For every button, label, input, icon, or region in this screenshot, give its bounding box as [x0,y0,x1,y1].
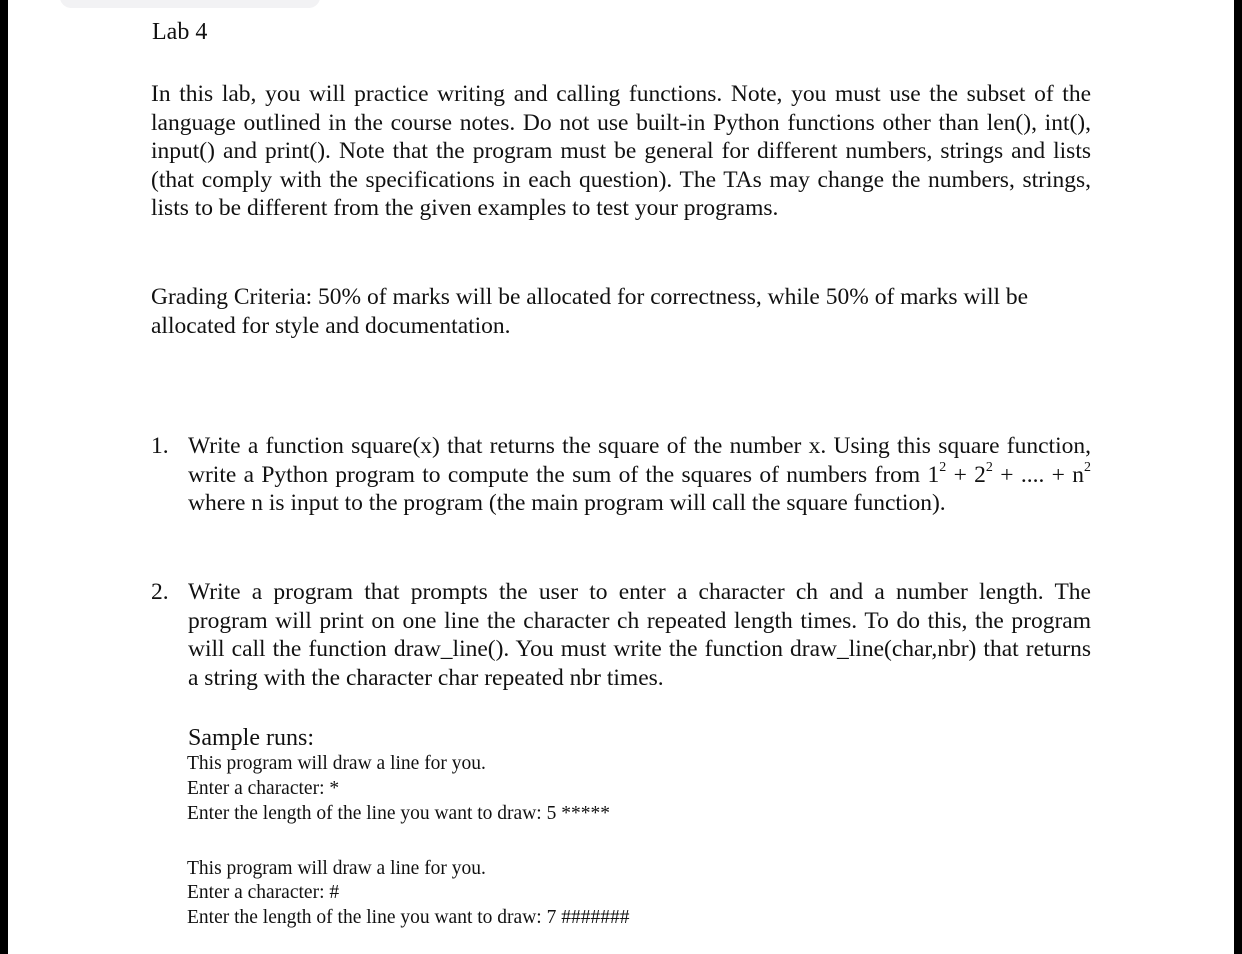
grading-paragraph [151,283,1051,340]
question-line: Write a program that prompts the user to enter a character ch and a number length. The [188,579,1091,605]
superscript: 2 [985,459,993,475]
intro-line: language outlined in the course notes. Do not use built-in Python functions other than len(), int(), [151,109,1091,136]
sample-run-1-line: Enter a character: * [187,778,340,799]
sample-run-1-line: Enter the length of the line you want to draw: 5 ***** [187,803,610,824]
sample-runs-heading: Sample runs: [188,725,314,751]
grading-line: Grading Criteria: 50% of marks will be allocated for correctness, while 50% of marks will be [151,284,1029,310]
intro-line: In this lab, you will practice writing and calling functions. Note, you must use the subset of the [151,81,1091,107]
question-number: 2. [151,579,169,605]
question-line: will call the function draw_line(). You must write the function draw_line(char,nbr) that returns [188,636,1091,663]
sample-run-2-line: Enter the length of the line you want to draw: 7 ####### [187,907,630,928]
question-line: Write a function square(x) that returns the square of the number x. Using this square function, [188,433,1091,459]
intro-line: input() and print(). Note that the program must be general for different numbers, strings and lists [151,138,1091,165]
document-page [8,0,1234,954]
sample-run-2-line: Enter a character: # [187,882,340,903]
formula-text: + .... + n [992,461,1084,488]
question-text: write a Python program to compute the sum of the squares of numbers from 1 [188,461,940,488]
lab-title: Lab 4 [152,19,208,45]
question-line: program will print on one line the character ch repeated length times. To do this, the program [188,607,1091,634]
superscript: 2 [939,459,947,475]
question-number: 1. [151,433,169,459]
question-line: where n is input to the program (the main program will call the square function). [188,490,946,517]
sample-run-2-line: This program will draw a line for you. [187,858,486,879]
intro-line: lists to be different from the given examples to test your programs. [151,195,779,222]
superscript: 2 [1083,459,1091,475]
question-body [188,432,1091,518]
question-line: a string with the character char repeated nbr times. [188,664,664,691]
intro-line: (that comply with the specifications in each question). The TAs may change the numbers, strings, [151,166,1091,193]
grading-line: allocated for style and documentation. [151,312,511,339]
question-line-with-formula [188,461,1091,490]
question-body [188,578,1091,692]
intro-paragraph [151,80,1091,223]
sample-run-1-line: This program will draw a line for you. [187,753,486,774]
top-tab [60,0,320,8]
formula-text: + 2 [946,461,986,488]
